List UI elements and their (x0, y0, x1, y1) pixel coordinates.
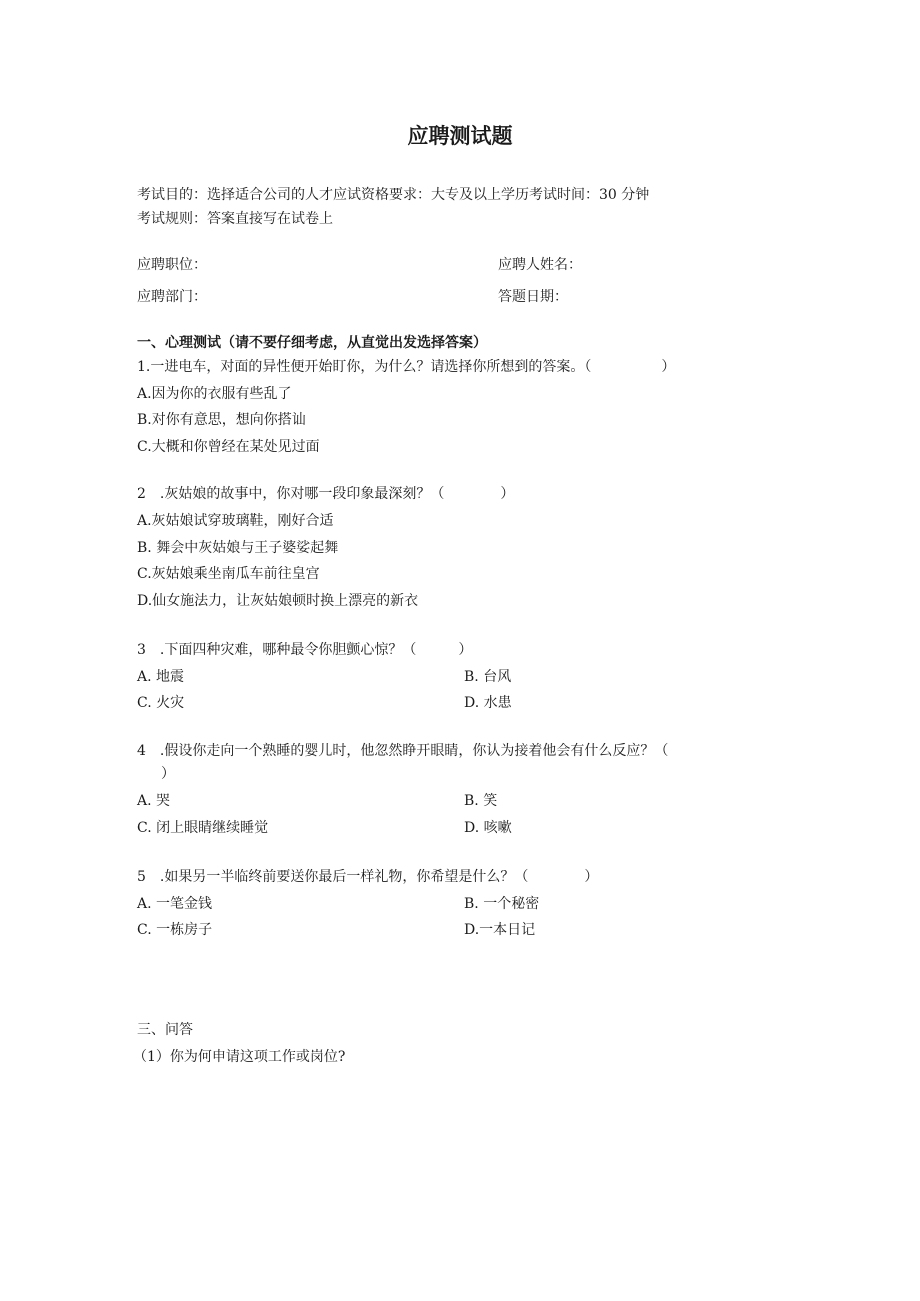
field-position-label: 应聘职位： (137, 257, 207, 273)
section1-heading: 一、心理测试（请不要仔细考虑，从直觉出发选择答案） (137, 335, 487, 351)
exam-info-line: 考试目的：选择适合公司的人才应试资格要求：大专及以上学历考试时间：30 分钟 (137, 187, 650, 203)
question-3-option-d: D. 水患 (464, 695, 512, 711)
question-3-option-a: A. 地震 (137, 669, 185, 685)
question-5-text: 5 .如果另一半临终前要送你最后一样礼物，你希望是什么？（ ） (137, 869, 599, 885)
question-1-text: 1.一进电车，对面的异性便开始盯你，为什么？请选择你所想到的答案。（ ） (137, 359, 676, 375)
question-3-text: 3 .下面四种灾难，哪种最令你胆颤心惊？（ ） (137, 642, 473, 658)
field-department-label: 应聘部门： (137, 289, 207, 305)
question-4-text: 4 .假设你走向一个熟睡的婴儿时，他忽然睁开眼睛，你认为接着他会有什么反应？（ (137, 743, 669, 759)
question-2-text: 2 .灰姑娘的故事中，你对哪一段印象最深刻？（ ） (137, 486, 515, 502)
question-5-option-d: D.一本日记 (464, 922, 536, 938)
question-1-option-b: B.对你有意思，想向你搭讪 (137, 412, 306, 428)
question-3-option-c: C. 火灾 (137, 695, 185, 711)
page-title: 应聘测试题 (407, 124, 513, 148)
question-2-option-d: D.仙女施法力，让灰姑娘顿时换上漂亮的新衣 (137, 593, 419, 609)
question-1-option-c: C.大概和你曾经在某处见过面 (137, 439, 320, 455)
question-3-option-b: B. 台风 (464, 669, 512, 685)
question-1-option-a: A.因为你的衣服有些乱了 (137, 386, 292, 402)
question-5-option-c: C. 一栋房子 (137, 922, 213, 938)
question-5-option-a: A. 一笔金钱 (137, 896, 213, 912)
question-4-option-d: D. 咳嗽 (464, 820, 512, 836)
exam-rules-line: 考试规则：答案直接写在试卷上 (137, 211, 333, 227)
question-4-text-continuation: ） (161, 766, 175, 782)
question-4-option-a: A. 哭 (137, 793, 171, 809)
field-name-label: 应聘人姓名： (498, 257, 582, 273)
field-date-label: 答题日期： (498, 289, 568, 305)
question-2-option-a: A.灰姑娘试穿玻璃鞋，刚好合适 (137, 513, 334, 529)
question-5-option-b: B. 一个秘密 (464, 896, 540, 912)
question-4-option-c: C. 闭上眼睛继续睡觉 (137, 820, 269, 836)
question-2-option-c: C.灰姑娘乘坐南瓜车前往皇宫 (137, 566, 320, 582)
section3-question-1: （1）你为何申请这项工作或岗位? (133, 1049, 346, 1065)
question-2-option-b: B. 舞会中灰姑娘与王子婆娑起舞 (137, 540, 339, 556)
section3-heading: 三、问答 (137, 1022, 193, 1038)
question-4-option-b: B. 笑 (464, 793, 498, 809)
